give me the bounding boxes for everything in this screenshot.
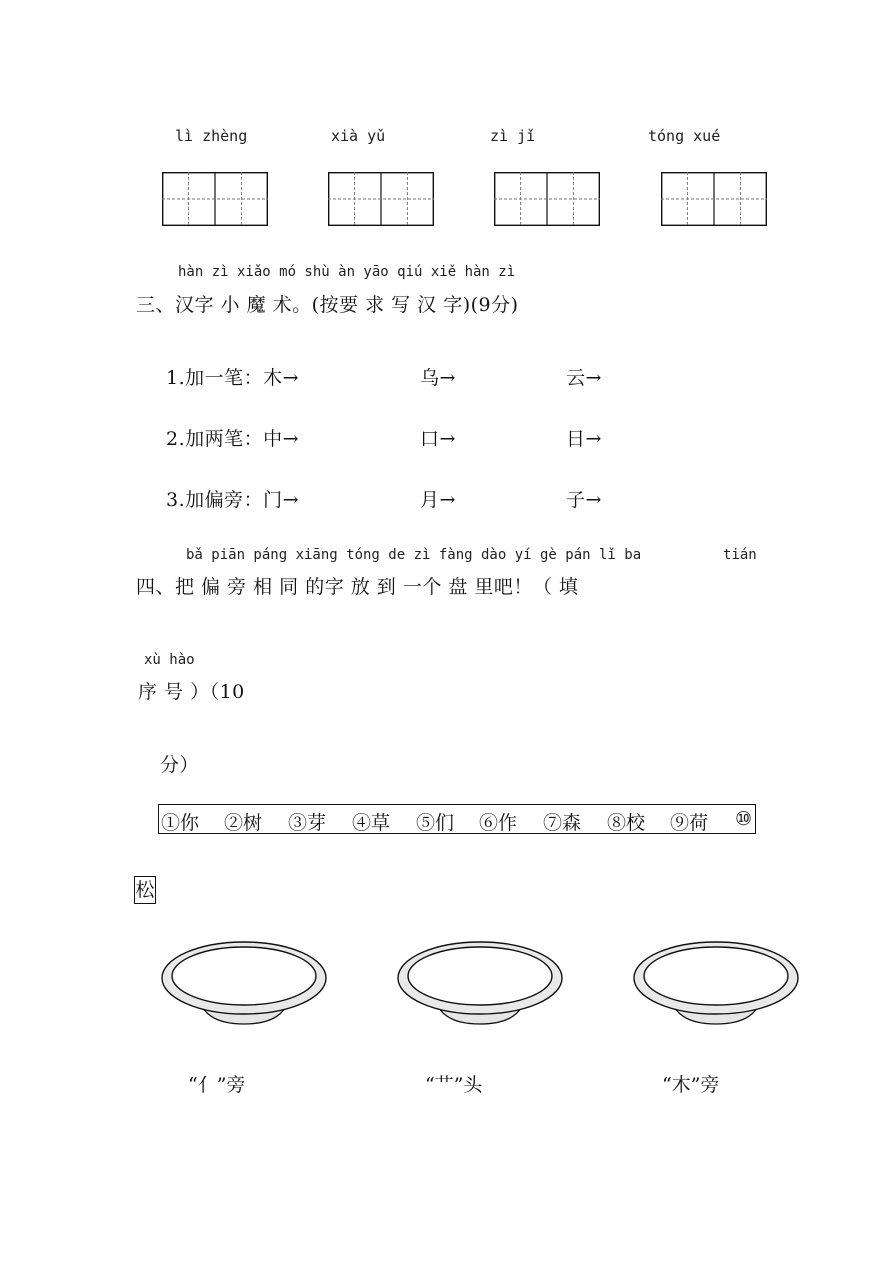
char-option-2[interactable]: ②树 — [224, 812, 263, 834]
pinyin-word-2: xià yǔ — [331, 127, 386, 145]
row2-item-c: 日→ — [566, 428, 602, 450]
pinyin-word-1: lì zhèng — [175, 127, 248, 145]
row1-item-c: 云→ — [566, 367, 602, 389]
char-option-10[interactable]: ⑩ — [735, 808, 753, 830]
char-option-5[interactable]: ⑤们 — [416, 812, 455, 834]
section4-pinyin-line1: bǎ piān páng xiāng tóng de zì fàng dào yí gè pán lǐ ba — [186, 547, 642, 563]
row2-label: 2.加两笔：中→ — [166, 428, 300, 450]
character-options-box — [158, 804, 756, 834]
plate-1-caption: “亻”旁 — [188, 1074, 246, 1096]
char-option-7[interactable]: ⑦森 — [543, 812, 582, 834]
section3-heading: 三、汉字 小 魔 术。(按要 求 写 汉 字)(9分) — [136, 294, 519, 316]
plate-3[interactable] — [632, 940, 800, 1036]
row1-item-b: 乌→ — [420, 367, 456, 389]
row1-label: 1.加一笔：木→ — [166, 367, 300, 389]
pinyin-word-4: tóng xué — [648, 127, 721, 145]
section4-heading-line2: 序 号 ）（10 — [138, 681, 245, 703]
section4-pinyin-line2: xù hào — [144, 652, 195, 668]
plate-2[interactable] — [396, 940, 564, 1036]
char-option-6[interactable]: ⑥作 — [479, 812, 518, 834]
char-option-8[interactable]: ⑧校 — [607, 812, 646, 834]
section3-pinyin: hàn zì xiǎo mó shù àn yāo qiú xiě hàn zì — [178, 264, 516, 280]
row3-item-c: 子→ — [566, 489, 602, 511]
char-option-9[interactable]: ⑨荷 — [670, 812, 709, 834]
char-option-3[interactable]: ③芽 — [288, 812, 327, 834]
plate-2-caption: “艹”头 — [425, 1074, 483, 1096]
row2-item-b: 口→ — [420, 428, 456, 450]
section4-heading-line3: 分） — [160, 754, 200, 776]
char-option-4[interactable]: ④草 — [352, 812, 391, 834]
char-option-11[interactable]: 松 — [134, 876, 156, 904]
section4-heading-line1: 四、把 偏 旁 相 同 的字 放 到 一个 盘 里吧！（ 填 — [136, 576, 579, 598]
plate-3-caption: “木”旁 — [662, 1074, 720, 1096]
writing-grid-3[interactable] — [494, 172, 600, 226]
char-option-1[interactable]: ①你 — [161, 812, 200, 834]
plate-1[interactable] — [160, 940, 328, 1036]
writing-grid-1[interactable] — [162, 172, 268, 226]
row3-label: 3.加偏旁：门→ — [166, 489, 300, 511]
writing-grid-2[interactable] — [328, 172, 434, 226]
section4-pinyin-tail: tián — [723, 547, 757, 563]
row3-item-b: 月→ — [420, 489, 456, 511]
pinyin-word-3: zì jǐ — [490, 127, 536, 145]
writing-grid-4[interactable] — [661, 172, 767, 226]
